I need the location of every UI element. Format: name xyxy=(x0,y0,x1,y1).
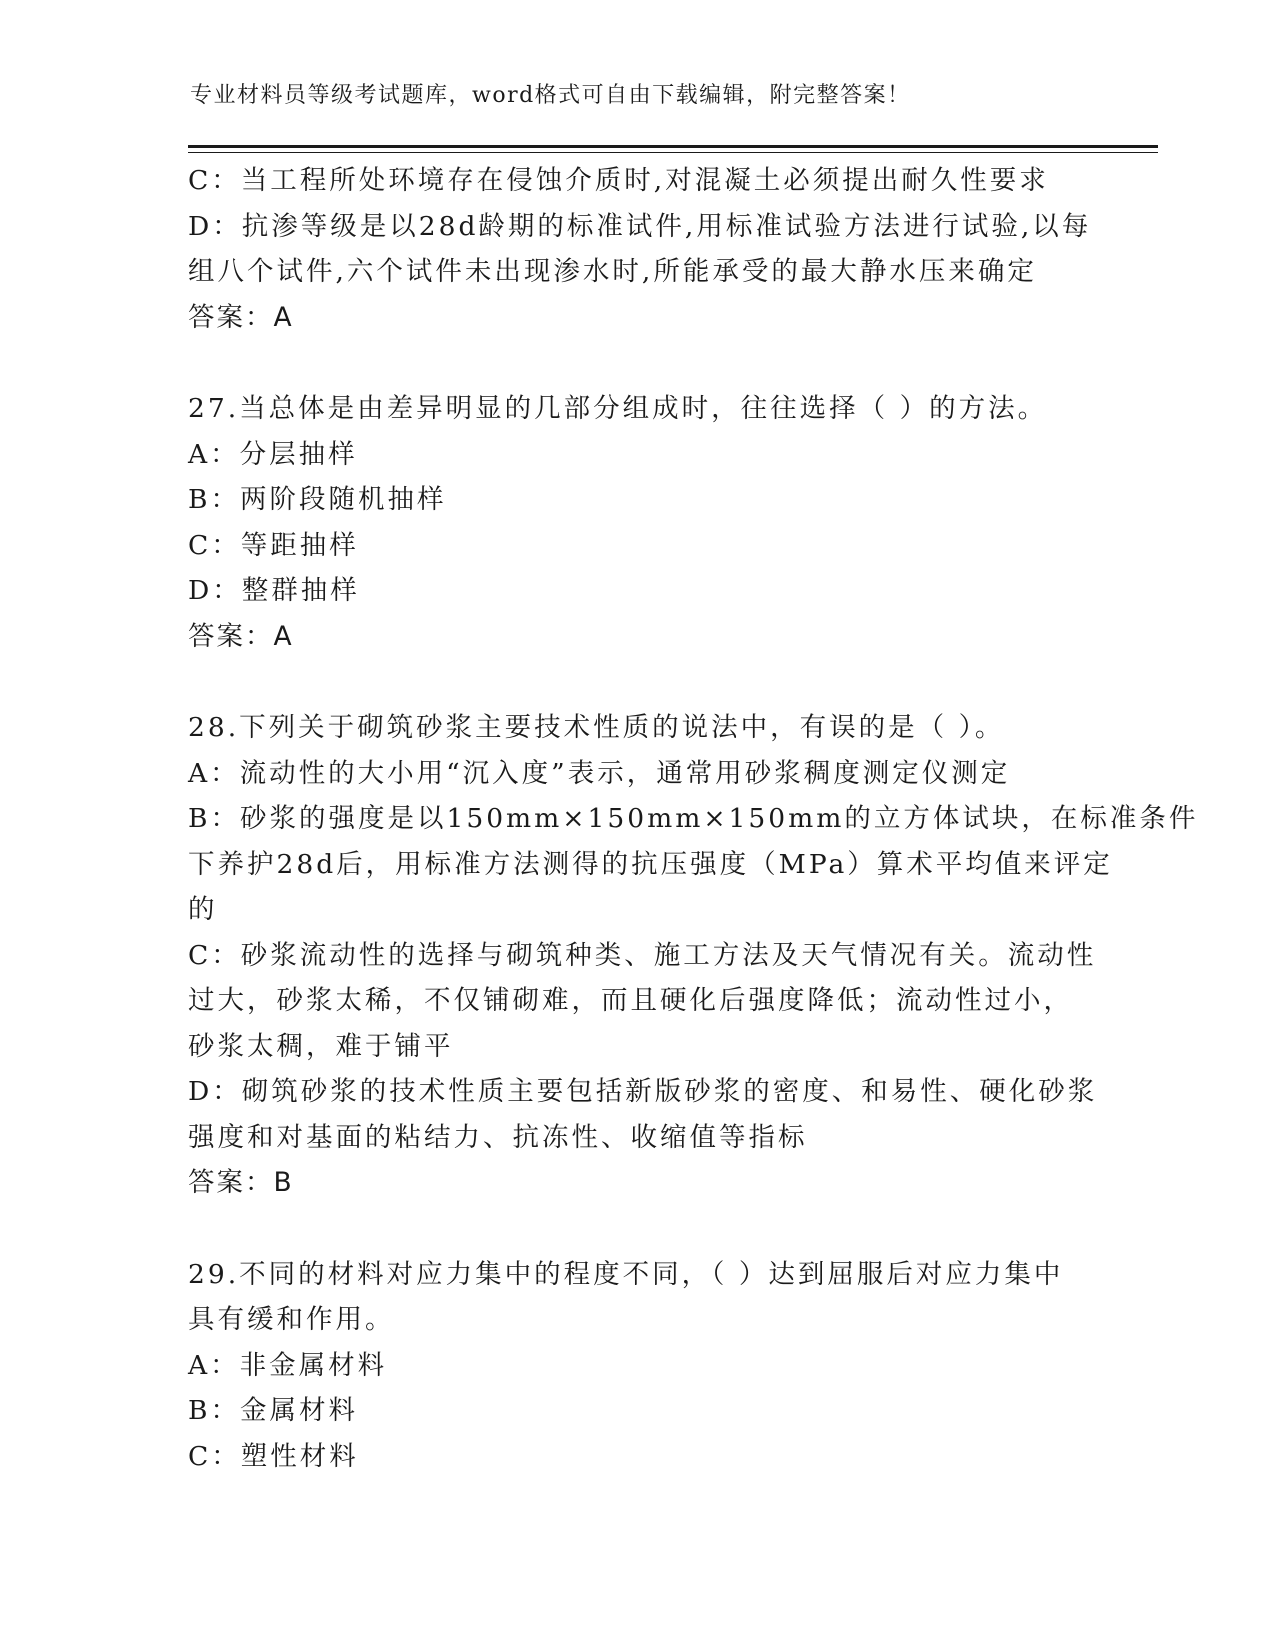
header-rule-thick xyxy=(188,145,1158,148)
q26-option-d-line2: 组八个试件,六个试件未出现渗水时,所能承受的最大静水压来确定 xyxy=(188,256,1037,287)
q29-option-a: A：非金属材料 xyxy=(188,1349,388,1381)
q27-option-d: D：整群抽样 xyxy=(188,575,360,606)
q28-question: 28.下列关于砌筑砂浆主要技术性质的说法中，有误的是（ ）。 xyxy=(188,712,1005,743)
q27-answer: 答案：A xyxy=(188,620,294,652)
q29-option-b: B：金属材料 xyxy=(188,1395,358,1426)
q27-option-b: B：两阶段随机抽样 xyxy=(188,484,447,515)
q28-option-d-line2: 强度和对基面的粘结力、抗冻性、收缩值等指标 xyxy=(188,1121,808,1153)
q28-option-b-line3: 的 xyxy=(188,894,218,925)
q27-option-a: A：分层抽样 xyxy=(188,438,358,470)
q29-question-line1: 29.不同的材料对应力集中的程度不同，（ ）达到屈服后对应力集中 xyxy=(188,1258,1064,1290)
spacer xyxy=(188,340,1088,386)
q28-option-b-line2: 下养护28d后，用标准方法测得的抗压强度（MPa）算术平均值来评定 xyxy=(188,848,1113,880)
q27-option-c: C：等距抽样 xyxy=(188,529,359,561)
spacer xyxy=(188,659,1088,705)
q26-answer: 答案：A xyxy=(188,301,294,333)
q28-option-a: A：流动性的大小用“沉入度”表示，通常用砂浆稠度测定仪测定 xyxy=(188,757,1011,789)
q28-option-b-line1: B：砂浆的强度是以150mm×150mm×150mm的立方体试块，在标准条件 xyxy=(188,803,1199,834)
q29-option-c: C：塑性材料 xyxy=(188,1440,359,1472)
q26-option-c: C：当工程所处环境存在侵蚀介质时,对混凝土必须提出耐久性要求 xyxy=(188,165,1049,196)
q28-option-c-line1: C：砂浆流动性的选择与砌筑种类、施工方法及天气情况有关。流动性 xyxy=(188,939,1097,971)
q28-answer: 答案：B xyxy=(188,1167,294,1198)
q28-option-c-line2: 过大，砂浆太稀，不仅铺砌难，而且硬化后强度降低；流动性过小， xyxy=(188,985,1073,1016)
header-rule-thin xyxy=(188,152,1158,153)
page-header: 专业材料员等级考试题库，word格式可自由下载编辑，附完整答案！ xyxy=(190,83,911,108)
spacer xyxy=(188,1206,1088,1252)
q26-option-d-line1: D：抗渗等级是以28d龄期的标准试件,用标准试验方法进行试验,以每 xyxy=(188,210,1092,242)
document-body xyxy=(188,158,1199,1479)
q28-option-d-line1: D：砌筑砂浆的技术性质主要包括新版砂浆的密度、和易性、硬化砂浆 xyxy=(188,1076,1098,1107)
q27-question: 27.当总体是由差异明显的几部分组成时，往往选择（ ）的方法。 xyxy=(188,393,1048,424)
q28-option-c-line3: 砂浆太稠，难于铺平 xyxy=(188,1030,454,1062)
q29-question-line2: 具有缓和作用。 xyxy=(188,1304,395,1335)
